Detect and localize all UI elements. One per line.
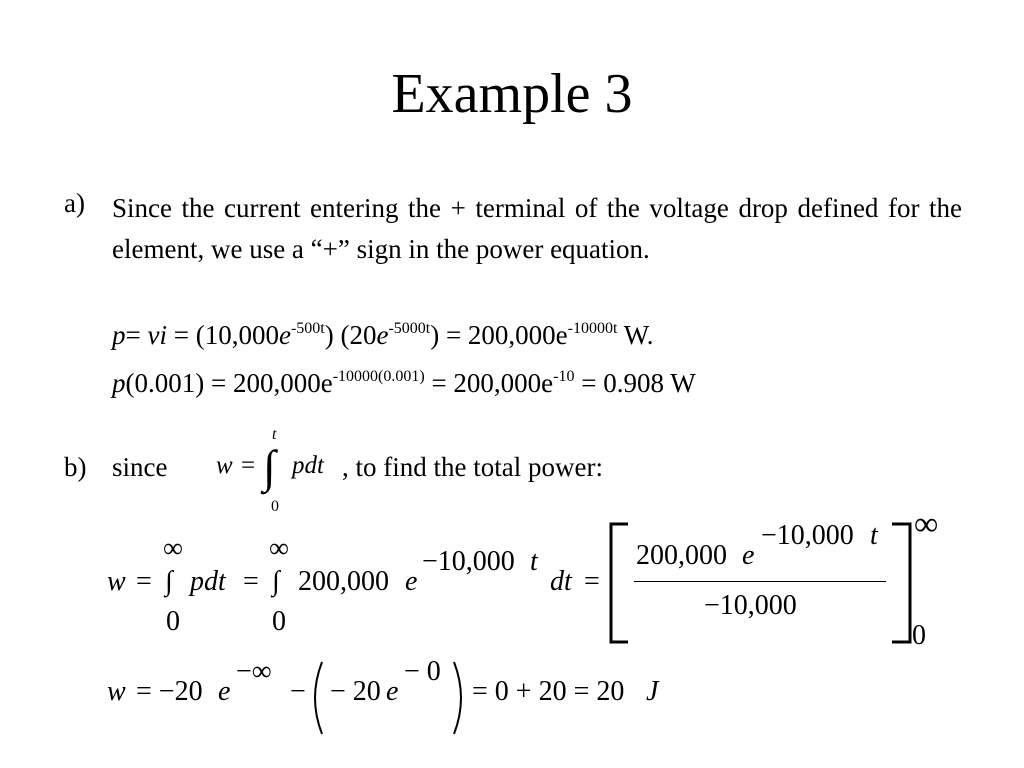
equals: = <box>241 452 256 479</box>
neg-20-inner: − 20 <box>330 676 381 707</box>
exp-5000t: -5000t <box>388 320 431 337</box>
e-symbol: e <box>278 320 291 350</box>
equals: = <box>243 566 259 597</box>
exponent-t: t <box>870 520 878 551</box>
minus-sign: − <box>290 676 306 707</box>
eq1-part1: = (10,000 <box>166 320 279 350</box>
equals: = <box>136 566 152 597</box>
pdt-symbol: pdt <box>292 452 324 479</box>
e-symbol: e <box>376 320 389 350</box>
equals: = <box>125 320 141 350</box>
part-a-text: Since the current entering the + terminal of the voltage drop defined for the element, we use a “+” sign in the power equation. <box>112 193 962 264</box>
zero-lower-2: 0 <box>272 606 286 637</box>
coefficient-200000: 200,000 <box>298 566 389 597</box>
power-equation <box>112 320 653 351</box>
eq2-end: = 0.908 W <box>574 368 696 398</box>
integral-sign: ∫ <box>263 441 276 492</box>
upper-limit: t <box>272 426 277 443</box>
exp-10: -10 <box>553 368 575 385</box>
numerator-coefficient: 200,000 <box>636 540 727 571</box>
since-tail-text: , to find the total power: <box>342 452 603 482</box>
integral-sign: ∫ <box>272 566 280 597</box>
joule-unit: J <box>646 676 659 707</box>
since-text: since <box>112 452 168 482</box>
exponent-number: −10,000 <box>761 520 854 551</box>
exp-10000-0001: -10000(0.001) <box>332 368 425 385</box>
w-symbol: w <box>216 452 233 479</box>
part-b-marker: b) <box>64 452 87 482</box>
part-a-marker: a) <box>64 188 85 218</box>
zero-lower-1: 0 <box>166 606 180 637</box>
neg-20-term: = −20 <box>136 676 203 707</box>
lower-limit: 0 <box>271 498 279 515</box>
e-symbol: e <box>218 676 231 707</box>
power-at-time-equation <box>112 368 696 399</box>
pdt-symbol: pdt <box>190 566 226 597</box>
exp-10000t: -10000t <box>567 320 618 337</box>
e-symbol: e <box>405 566 418 597</box>
w-symbol: w <box>107 676 126 707</box>
exponent-t: t <box>530 546 538 577</box>
eq2-part1: (0.001) = 200,000e <box>125 368 333 398</box>
bracket-upper-limit: ∞ <box>914 506 939 543</box>
result: = 0 + 20 = 20 <box>472 676 625 707</box>
w-symbol: w <box>107 566 126 597</box>
fraction-bar <box>634 581 886 582</box>
bracket-lower-limit: 0 <box>912 620 926 651</box>
p-symbol: p <box>112 368 126 398</box>
dt-symbol: dt <box>550 566 572 597</box>
eq1-part3: ) = 200,000e <box>430 320 568 350</box>
slide-title: Example 3 <box>391 63 633 125</box>
exponent-neg-zero: − 0 <box>404 656 441 687</box>
eq1-end: W. <box>617 320 654 350</box>
p-symbol: p <box>112 320 126 350</box>
exponent-neg-infinity: −∞ <box>236 656 272 687</box>
e-symbol: e <box>386 676 399 707</box>
eq1-part2: ) (20 <box>324 320 377 350</box>
eq2-part2: = 200,000e <box>424 368 554 398</box>
exp-500t: -500t <box>290 320 325 337</box>
vi-symbol: vi <box>147 320 167 350</box>
integral-sign: ∫ <box>165 566 173 597</box>
exponent-number: −10,000 <box>422 546 515 577</box>
infinity-upper-1: ∞ <box>163 533 183 564</box>
equals: = <box>584 566 600 597</box>
e-symbol: e <box>742 540 755 571</box>
infinity-upper-2: ∞ <box>269 533 289 564</box>
denominator: −10,000 <box>704 590 797 621</box>
